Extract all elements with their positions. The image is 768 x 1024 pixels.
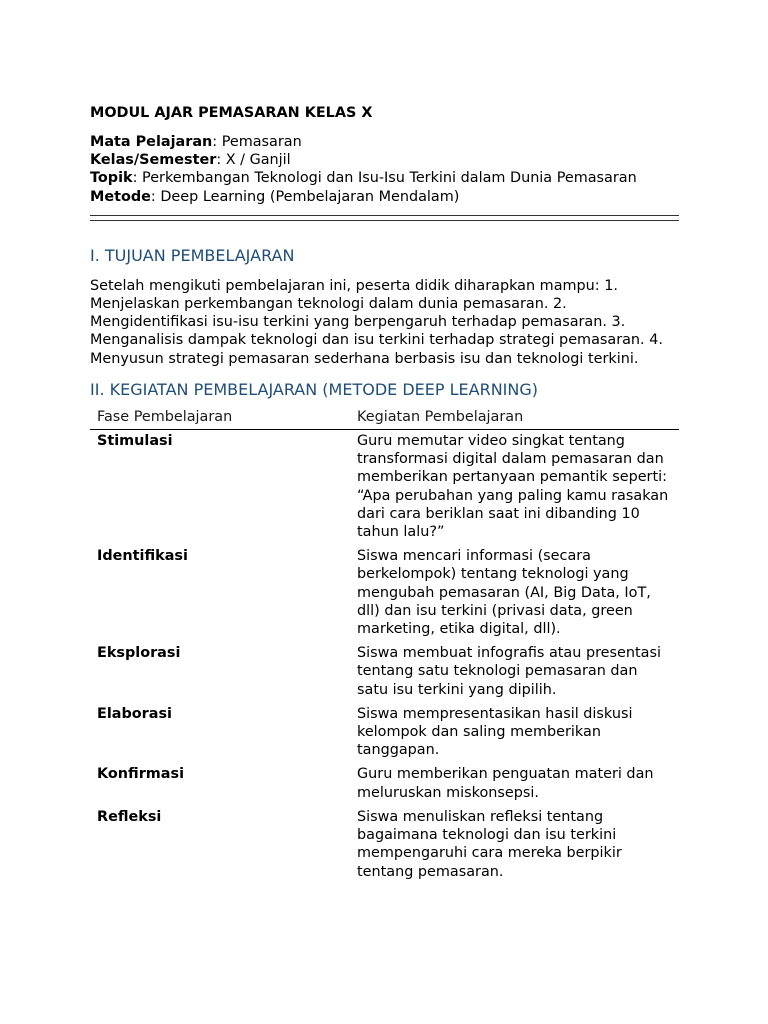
activity-cell: Guru memutar video singkat tentang transformasi digital dalam pemasaran dan memberikan pertanyaan pemantik seperti: “Apa perubahan yang paling kamu rasakan dari cara beriklan saat ini dibanding 10 tahun lalu?” <box>357 433 669 541</box>
meta-method <box>90 188 679 206</box>
phase-cell: Refleksi <box>97 808 162 825</box>
section-heading-kegiatan: II. KEGIATAN PEMBELAJARAN (METODE DEEP LEARNING) <box>90 379 538 399</box>
table-header-row <box>90 406 679 430</box>
meta-value: : X / Ganjil <box>216 152 291 169</box>
column-header-phase: Fase Pembelajaran <box>90 406 350 430</box>
meta-value: : Pemasaran <box>212 134 302 150</box>
table-row <box>90 642 679 703</box>
table-row <box>90 430 679 546</box>
phase-cell: Identifikasi <box>97 548 188 565</box>
meta-class-semester <box>90 151 679 169</box>
meta-label: Metode <box>90 188 151 205</box>
meta-subject <box>90 133 679 151</box>
phase-cell: Elaborasi <box>97 705 172 722</box>
activity-cell: Guru memberikan penguatan materi dan meluruskan miskonsepsi. <box>357 766 654 801</box>
meta-topic <box>90 169 679 187</box>
double-divider <box>90 215 679 221</box>
column-header-activity: Kegiatan Pembelajaran <box>350 406 679 430</box>
activity-cell: Siswa mempresentasikan hasil diskusi kelompok dan saling memberikan tanggapan. <box>357 705 633 759</box>
section-heading-tujuan: I. TUJUAN PEMBELAJARAN <box>90 245 295 265</box>
document-title: MODUL AJAR PEMASARAN KELAS X <box>90 105 373 121</box>
meta-label: Topik <box>90 170 133 187</box>
meta-value: : Perkembangan Teknologi dan Isu-Isu Terkini dalam Dunia Pemasaran <box>132 170 637 187</box>
phase-cell: Konfirmasi <box>97 766 184 783</box>
table-row <box>90 703 679 764</box>
activity-cell: Siswa menuliskan refleksi tentang bagaimana teknologi dan isu terkini mempengaruhi cara mereka berpikir tentang pemasaran. <box>357 808 622 880</box>
activity-cell: Siswa mencari informasi (secara berkelompok) tentang teknologi yang mengubah pemasaran (AI, Big Data, IoT, dll) dan isu terkini (privasi data, green marketing, etika digital, dll). <box>357 548 651 638</box>
meta-value: : Deep Learning (Pembelajaran Mendalam) <box>150 188 460 205</box>
table-row <box>90 806 679 885</box>
tujuan-paragraph: Setelah mengikuti pembelajaran ini, peserta didik diharapkan mampu: 1. Menjelaskan perkembangan teknologi dalam dunia pemasaran. 2. Mengidentifikasi isu-isu terkini yang berpengaruh terhadap pemasaran. 3. Menganalisis dampak teknologi dan isu terkini terhadap strategi pemasaran. 4. Menyusun strategi pemasaran sederhana berbasis isu dan teknologi terkini. <box>90 277 663 367</box>
meta-label: Kelas/Semester <box>90 152 217 169</box>
phase-cell: Eksplorasi <box>97 645 181 662</box>
meta-block <box>90 133 679 206</box>
activity-cell: Siswa membuat infografis atau presentasi tentang satu teknologi pemasaran dan satu isu terkini yang dipilih. <box>357 645 661 698</box>
table-row <box>90 545 679 642</box>
table-row <box>90 763 679 805</box>
phase-cell: Stimulasi <box>97 433 173 450</box>
document-content <box>90 104 679 885</box>
meta-label: Mata Pelajaran <box>90 134 213 150</box>
learning-activities-table <box>90 406 679 885</box>
